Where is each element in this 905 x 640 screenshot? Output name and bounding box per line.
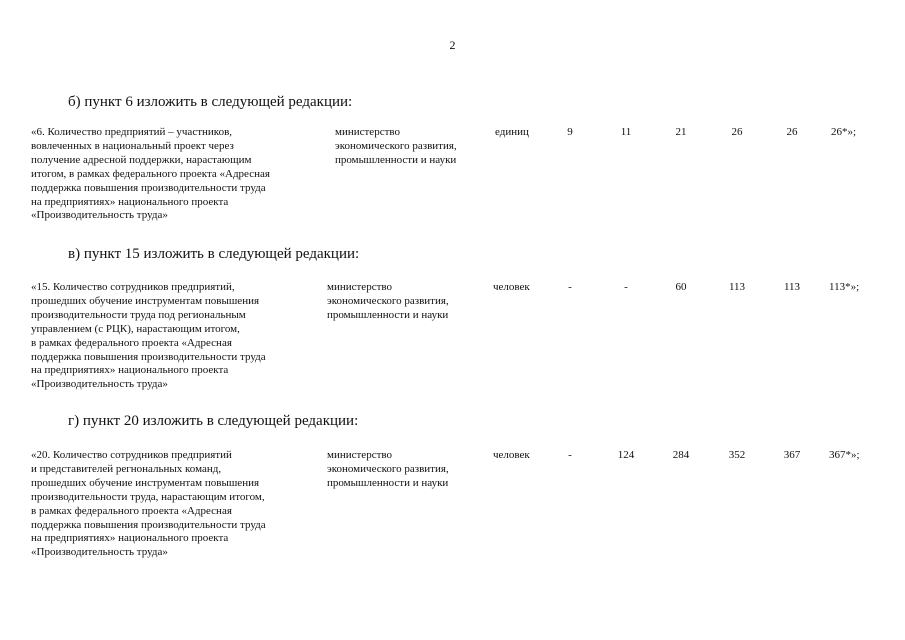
indicator-description: «6. Количество предприятий – участников, вовлеченных в национальный проект через получение адресной поддержки, нарастающим итогом, в рамках федерального проекта «Адресная поддержка повышения производительности труда на предприятиях» национального проекта «Производительность труда» — [31, 126, 270, 222]
value-cell: 60 — [675, 281, 687, 293]
value-cell: 26 — [731, 126, 743, 138]
unit-of-measure: единиц — [495, 126, 529, 138]
value-cell: 11 — [620, 126, 632, 138]
value-cell-final: 26*»; — [831, 126, 857, 138]
value-cell: 352 — [728, 449, 746, 461]
indicator-description: «15. Количество сотрудников предприятий, прошедших обучение инструментам повышения производительности труда под региональным управлением (с РЦК), нарастающим итогом, в рамках федерального проекта «Адресная поддержка повышения производительности труда на предприятиях» национального проекта «Производительность труда» — [31, 281, 266, 391]
value-cell: - — [568, 449, 572, 461]
value-cell: 113 — [783, 281, 801, 293]
value-cell-final: 113*»; — [829, 281, 860, 293]
value-cell: 367 — [783, 449, 801, 461]
value-cell: 124 — [617, 449, 635, 461]
responsible-ministry: министерство экономического развития, промышленности и науки — [327, 281, 449, 321]
section-heading-b: б) пункт 6 изложить в следующей редакции: — [68, 94, 353, 110]
responsible-ministry: министерство экономического развития, промышленности и науки — [327, 449, 449, 489]
unit-of-measure: человек — [493, 449, 530, 461]
unit-of-measure: человек — [493, 281, 530, 293]
value-cell: 113 — [728, 281, 746, 293]
value-cell: - — [568, 281, 572, 293]
value-cell: 9 — [567, 126, 573, 138]
indicator-description: «20. Количество сотрудников предприятий и представителей регнональных команд, прошедших обучение инструментам повышения производительности труда, нарастающим итогом, в рамках федерального проекта «Адресная поддержка повышения производительности труда на предприятиях» национального проекта «Производительность труда» — [31, 449, 266, 559]
section-heading-g: г) пункт 20 изложить в следующей редакции: — [68, 413, 359, 429]
responsible-ministry: министерство экономического развития, промышленности и науки — [335, 126, 457, 166]
value-cell: 26 — [786, 126, 798, 138]
page-number: 2 — [449, 38, 456, 52]
value-cell: - — [624, 281, 628, 293]
value-cell: 21 — [675, 126, 687, 138]
section-heading-v: в) пункт 15 изложить в следующей редакции: — [68, 246, 360, 262]
value-cell-final: 367*»; — [829, 449, 860, 461]
value-cell: 284 — [672, 449, 690, 461]
